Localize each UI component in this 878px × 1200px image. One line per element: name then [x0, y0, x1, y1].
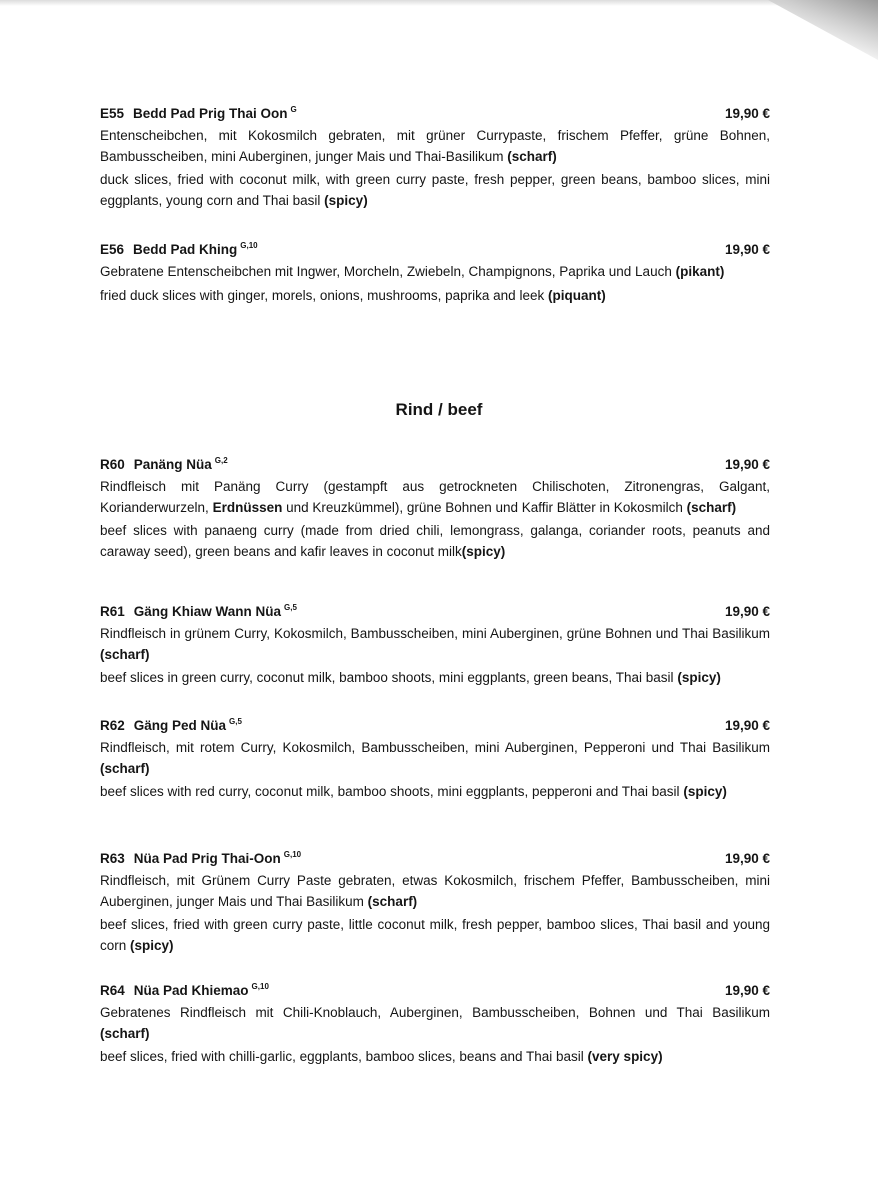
description-german [100, 1003, 770, 1044]
description-text: Rindfleisch in grünem Curry, Kokosmilch, Bambusscheiben, mini Auberginen, grüne Bohnen und Thai Basilikum [100, 626, 770, 641]
description-english [100, 170, 770, 211]
menu-item-r61 [100, 598, 770, 689]
item-code: E56 [100, 242, 125, 257]
menu-item-r63 [100, 845, 770, 956]
item-name: Gäng Ped Nüa [133, 718, 227, 733]
heat-level-en: (spicy) [324, 192, 368, 208]
item-title [100, 100, 297, 124]
heat-level-de: (scharf) [686, 499, 737, 515]
allergen-codes: G [290, 105, 297, 114]
menu-item-r62 [100, 712, 770, 803]
description-text: Entenscheibchen, mit Kokosmilch gebraten, mit grüner Currypaste, frischem Pfeffer, grüne Bohnen, Bambusscheiben, mini Auberginen, junger Mais und Thai-Basilikum [100, 128, 770, 164]
description-german [100, 624, 770, 665]
item-name: Gäng Khiaw Wann Nüa [133, 604, 282, 619]
description-german [100, 477, 770, 518]
description-german [100, 262, 770, 283]
item-header [100, 845, 770, 869]
heat-level-de: (scharf) [100, 1025, 150, 1041]
allergen-highlight: Erdnüssen [212, 499, 283, 515]
description-german [100, 126, 770, 167]
item-header [100, 712, 770, 736]
heat-level-en: (piquant) [547, 287, 606, 303]
menu-item-e55 [100, 100, 770, 211]
item-code: R63 [100, 851, 125, 866]
description-text: beef slices in green curry, coconut milk, bamboo shoots, mini eggplants, green beans, Thai basil [100, 670, 674, 685]
description-german [100, 871, 770, 912]
heat-level-de: (scharf) [100, 646, 150, 662]
allergen-codes: G,2 [214, 456, 228, 465]
item-code: E55 [100, 106, 125, 121]
description-text: und Kreuzkümmel), grüne Bohnen und Kaffir Blätter in Kokosmilch [286, 499, 683, 515]
item-name: Bedd Pad Prig Thai Oon [133, 106, 288, 121]
description-text: Rindfleisch, mit rotem Curry, Kokosmilch, Bambusscheiben, mini Auberginen, Pepperoni und Thai Basilikum [100, 740, 770, 755]
item-code: R64 [100, 983, 125, 998]
item-code: R60 [100, 457, 125, 472]
heat-level-en: (spicy) [461, 543, 506, 559]
description-text: beef slices, fried with green curry paste, little coconut milk, fresh pepper, bamboo slices, Thai basil and young corn [100, 917, 770, 953]
item-header [100, 977, 770, 1001]
description-english [100, 915, 770, 956]
item-name: Panäng Nüa [133, 457, 212, 472]
item-price: 19,90 € [724, 851, 770, 866]
description-text: Gebratene Entenscheibchen mit Ingwer, Morcheln, Zwiebeln, Champignons, Paprika und Lauch [100, 264, 672, 279]
description-text: Gebratenes Rindfleisch mit Chili-Knoblauch, Auberginen, Bambusscheiben, Bohnen und Thai Basilikum [100, 1005, 770, 1020]
item-name: Nüa Pad Prig Thai-Oon [133, 851, 281, 866]
description-text: fried duck slices with ginger, morels, onions, mushrooms, paprika and leek [100, 287, 545, 303]
item-price: 19,90 € [724, 718, 770, 733]
description-text: Rindfleisch, mit Grünem Curry Paste gebraten, etwas Kokosmilch, frischem Pfeffer, Bambusscheiben, mini Auberginen, junger Mais und Thai Basilikum [100, 873, 770, 909]
description-text: beef slices with panaeng curry (made from dried chili, lemongrass, galanga, coriander roots, peanuts and caraway seed), green beans and kafir leaves in coconut milk [100, 523, 770, 559]
allergen-codes: G,10 [251, 982, 269, 991]
allergen-codes: G,10 [240, 241, 258, 250]
item-title [100, 598, 297, 622]
description-english [100, 521, 770, 562]
item-title [100, 845, 301, 869]
heat-level-de: (pikant) [675, 264, 725, 279]
item-name: Nüa Pad Khiemao [133, 983, 249, 998]
page-corner-fold [768, 0, 878, 60]
description-text: duck slices, fried with coconut milk, with green curry paste, fresh pepper, green beans, bamboo slices, mini eggplants, young corn and Thai basil [100, 172, 770, 208]
description-english [100, 668, 770, 689]
description-english [100, 782, 770, 803]
description-text: beef slices with red curry, coconut milk, bamboo shoots, mini eggplants, pepperoni and Thai basil [100, 784, 680, 799]
item-title [100, 712, 242, 736]
allergen-codes: G,5 [229, 717, 242, 726]
menu-item-e56 [100, 236, 770, 306]
item-header [100, 236, 770, 260]
scan-edge-shadow [0, 0, 878, 6]
description-german [100, 738, 770, 779]
item-header [100, 100, 770, 124]
description-english [100, 286, 770, 307]
description-english [100, 1047, 770, 1068]
item-title [100, 977, 269, 1001]
item-header [100, 451, 770, 475]
allergen-codes: G,5 [284, 603, 297, 612]
item-code: R61 [100, 604, 125, 619]
item-price: 19,90 € [724, 983, 770, 998]
section-title: Rind / beef [395, 400, 483, 419]
item-price: 19,90 € [724, 604, 770, 619]
heat-level-de: (scharf) [367, 893, 418, 909]
heat-level-en: (very spicy) [587, 1049, 663, 1064]
description-text: Rindfleisch mit Panäng Curry (gestampft aus getrockneten Chilischoten, Zitronengras, Galgant, Korianderwurzeln, [100, 479, 770, 515]
heat-level-en: (spicy) [130, 937, 174, 953]
heat-level-en: (spicy) [683, 784, 727, 799]
item-price: 19,90 € [724, 242, 770, 257]
heat-level-de: (scharf) [507, 148, 557, 164]
item-title [100, 451, 228, 475]
item-header [100, 598, 770, 622]
item-price: 19,90 € [724, 106, 770, 121]
item-price: 19,90 € [724, 457, 770, 472]
heat-level-de: (scharf) [100, 760, 150, 776]
menu-item-r60 [100, 451, 770, 562]
heat-level-en: (spicy) [677, 670, 721, 685]
item-code: R62 [100, 718, 125, 733]
allergen-codes: G,10 [283, 850, 302, 859]
menu-item-r64 [100, 977, 770, 1068]
item-title [100, 236, 258, 260]
item-name: Bedd Pad Khing [133, 242, 238, 257]
description-text: beef slices, fried with chilli-garlic, eggplants, bamboo slices, beans and Thai basil [100, 1049, 584, 1064]
